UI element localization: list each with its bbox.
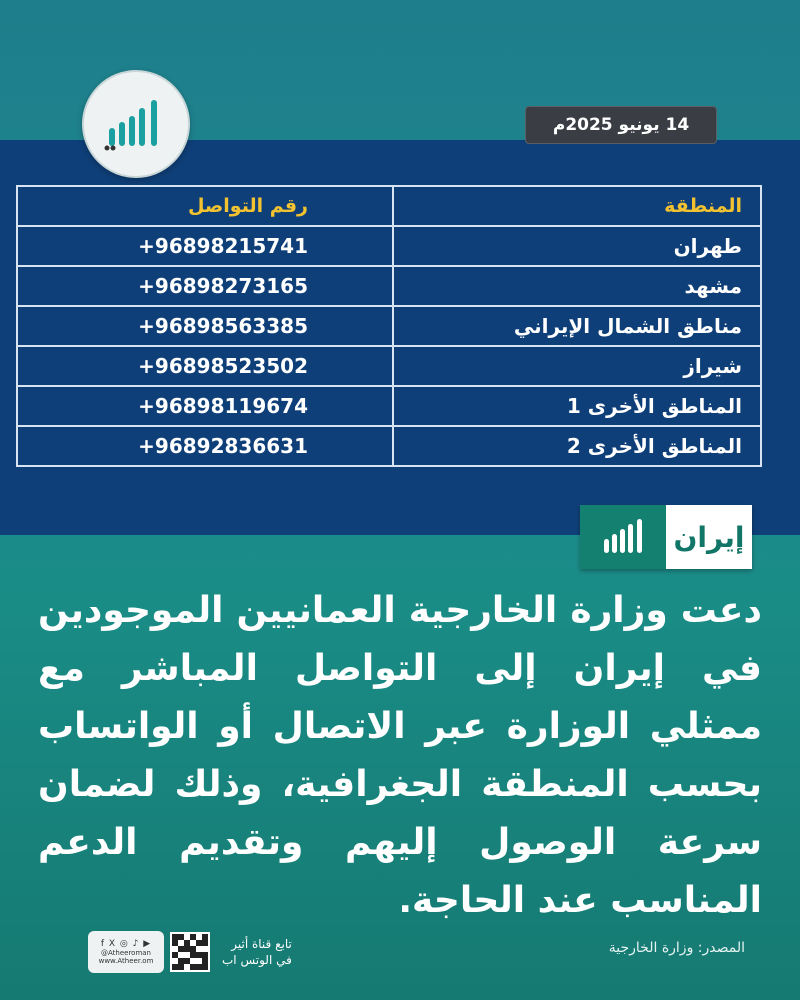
phone-cell: +96898273165 <box>17 266 393 306</box>
region-cell: مشهد <box>393 266 761 306</box>
social-card[interactable] <box>88 931 164 973</box>
region-cell: المناطق الأخرى 2 <box>393 426 761 466</box>
region-cell: مناطق الشمال الإيراني <box>393 306 761 346</box>
country-tag <box>580 505 752 569</box>
follow-line-2: في الوتس اب <box>222 953 292 967</box>
social-handle: @Atheeroman <box>100 949 151 957</box>
table-row <box>17 346 761 386</box>
contact-table <box>16 185 762 467</box>
atheer-logo <box>82 70 190 178</box>
region-cell: طهران <box>393 226 761 266</box>
phone-cell: +96898215741 <box>17 226 393 266</box>
table-row <box>17 226 761 266</box>
article-text: دعت وزارة الخارجية العمانيين الموجودين في إيران إلى التواصل المباشر مع ممثلي الوزارة عبر الاتصال أو الواتساب بحسب المنطقة الجغرافية، وذلك لضمان سرعة الوصول إليهم وتقديم الدعم المناسب عند الحاجة. <box>38 590 762 921</box>
region-cell: شيراز <box>393 346 761 386</box>
follow-line-1: تابع قناة أثير <box>231 937 292 951</box>
atheer-mark-icon <box>598 517 648 557</box>
country-label: إيران <box>666 505 752 569</box>
social-icons: f X ◎ ♪ ▶ <box>100 939 152 949</box>
phone-cell: +96892836631 <box>17 426 393 466</box>
column-header-region: المنطقة <box>393 186 761 226</box>
source-credit: المصدر: وزارة الخارجية <box>608 940 745 956</box>
table-row <box>17 426 761 466</box>
atheer-logo-icon <box>101 94 171 154</box>
table-row <box>17 266 761 306</box>
follow-banner[interactable] <box>88 930 310 974</box>
website-link[interactable]: www.Atheer.om <box>98 957 154 965</box>
table-header-row <box>17 186 761 226</box>
phone-cell: +96898563385 <box>17 306 393 346</box>
tag-logo <box>580 505 666 569</box>
phone-cell: +96898119674 <box>17 386 393 426</box>
phone-cell: +96898523502 <box>17 346 393 386</box>
follow-text <box>222 936 292 968</box>
table-row <box>17 306 761 346</box>
column-header-phone: رقم التواصل <box>17 186 393 226</box>
table-row <box>17 386 761 426</box>
qr-code-icon[interactable] <box>170 932 210 972</box>
region-cell: المناطق الأخرى 1 <box>393 386 761 426</box>
date-badge: 14 يونيو 2025م <box>525 106 717 144</box>
